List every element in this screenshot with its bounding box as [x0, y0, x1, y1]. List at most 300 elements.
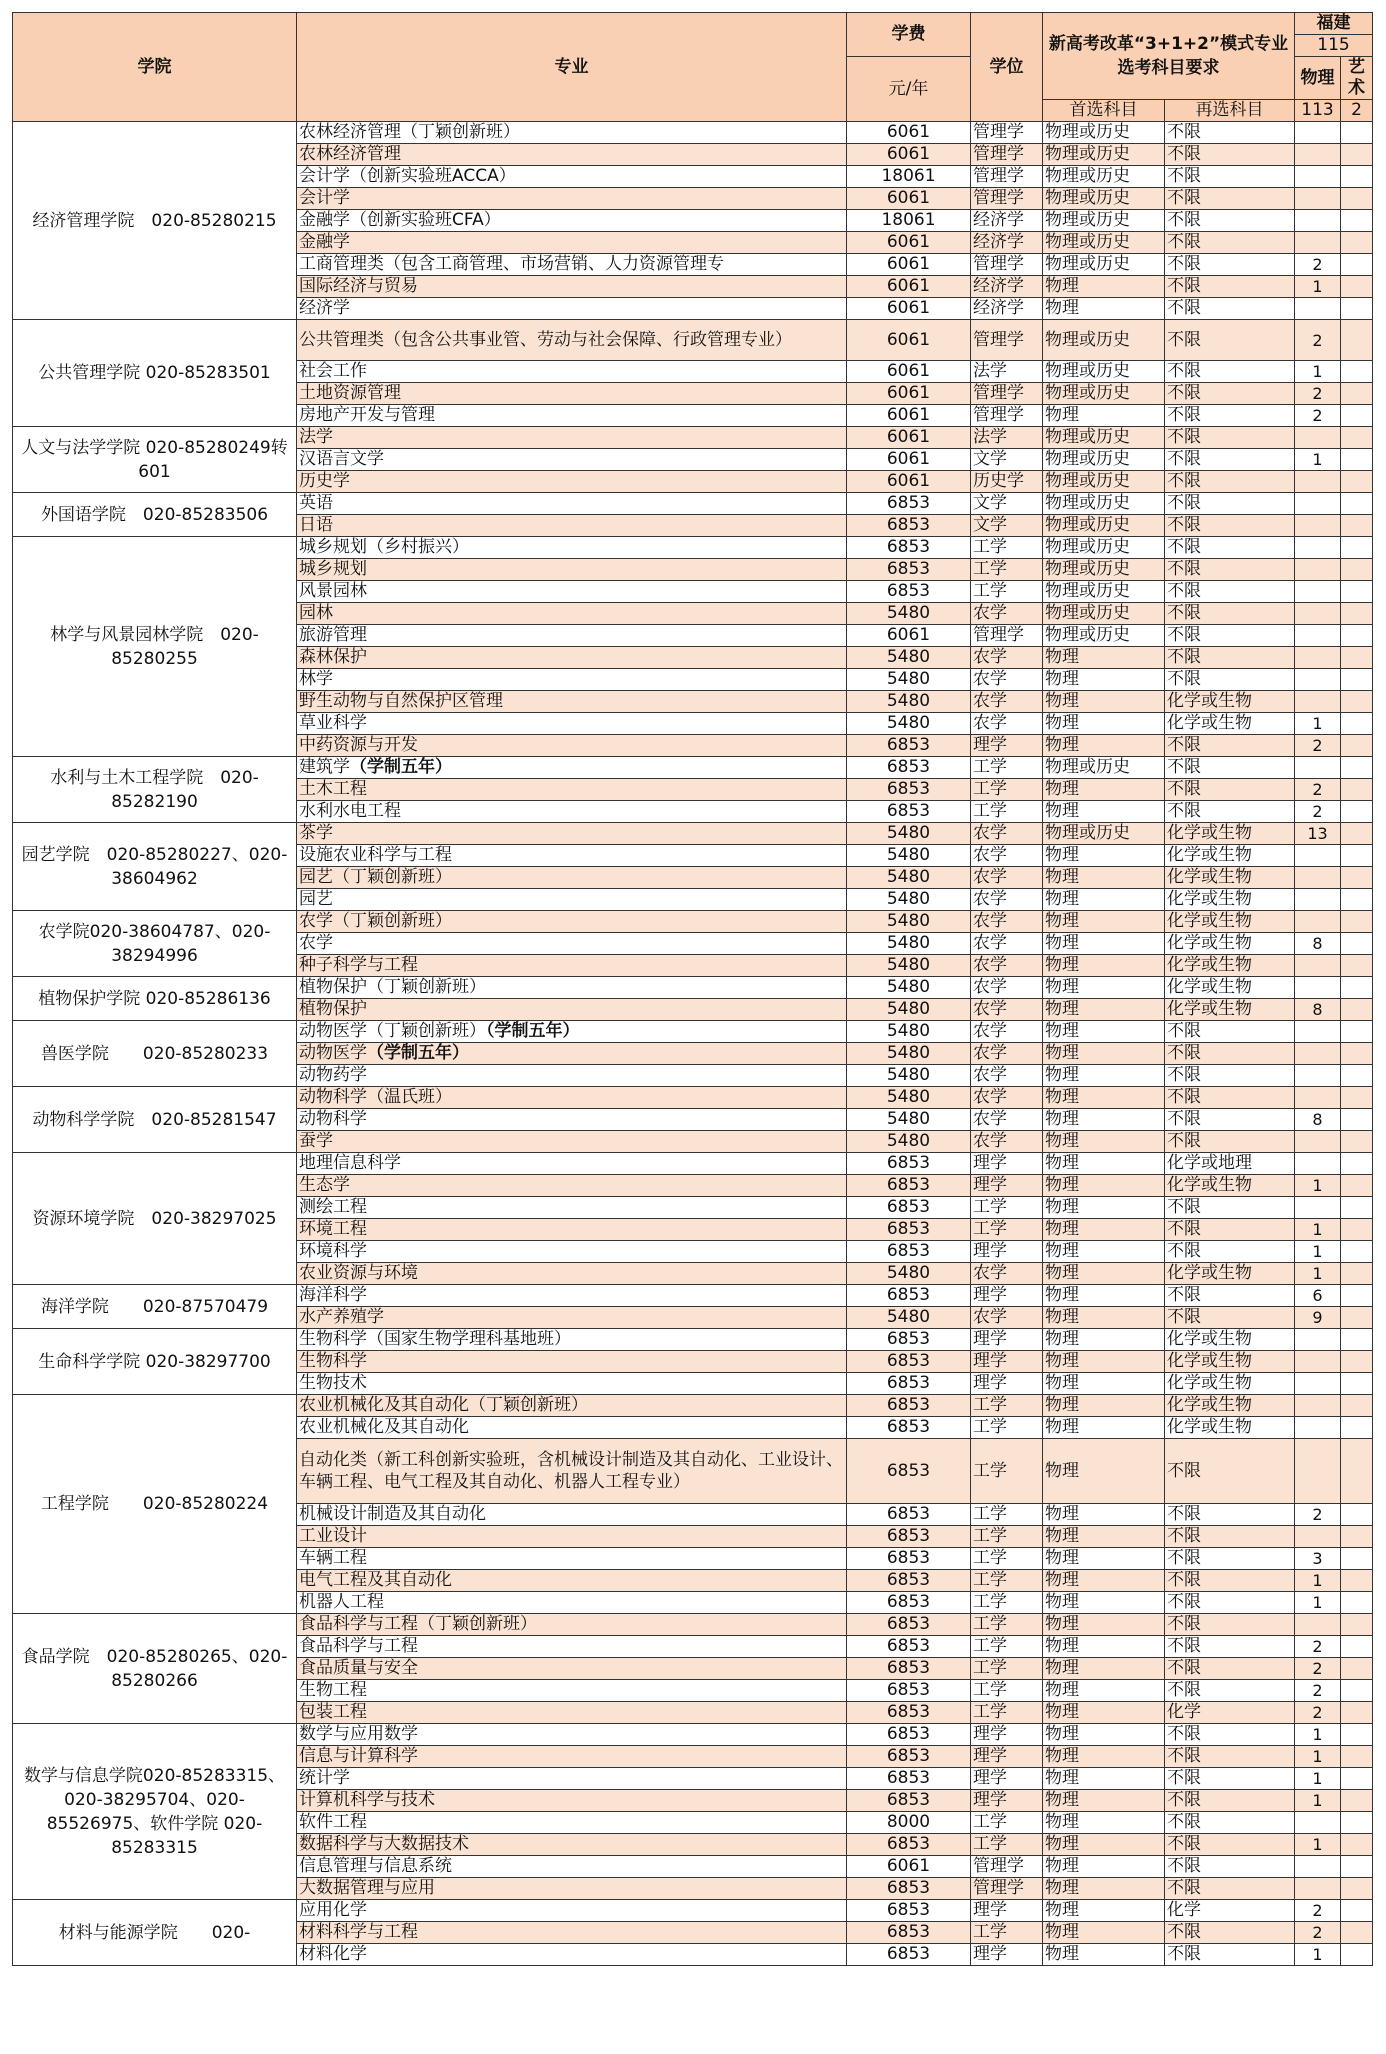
major-cell	[297, 1768, 847, 1790]
major-cell	[297, 144, 847, 166]
second-subject-cell: 不限	[1165, 1768, 1295, 1790]
first-subject-cell: 物理	[1043, 1329, 1165, 1351]
major-name: 工商管理类（包含工商管理、市场营销、人力资源管理专	[299, 254, 724, 274]
fee-cell: 6061	[847, 383, 971, 405]
degree-cell: 工学	[971, 1614, 1043, 1636]
fee-cell: 6853	[847, 1504, 971, 1526]
arts-quota-cell	[1341, 493, 1373, 515]
major-name: 法学	[299, 427, 333, 447]
physics-quota-cell: 2	[1295, 1680, 1341, 1702]
arts-quota-cell	[1341, 1109, 1373, 1131]
arts-quota-cell	[1341, 405, 1373, 427]
arts-quota-cell	[1341, 647, 1373, 669]
first-subject-cell: 物理	[1043, 1526, 1165, 1548]
degree-cell: 工学	[971, 1812, 1043, 1834]
physics-quota-cell	[1295, 691, 1341, 713]
first-subject-cell: 物理	[1043, 1373, 1165, 1395]
degree-cell: 工学	[971, 1197, 1043, 1219]
physics-quota-cell: 1	[1295, 1768, 1341, 1790]
physics-quota-cell: 1	[1295, 1790, 1341, 1812]
arts-quota-cell	[1341, 1812, 1373, 1834]
second-subject-cell: 不限	[1165, 1043, 1295, 1065]
physics-quota-cell: 2	[1295, 1900, 1341, 1922]
fee-cell: 6853	[847, 1944, 971, 1966]
degree-cell: 工学	[971, 1417, 1043, 1439]
physics-quota-cell: 2	[1295, 735, 1341, 757]
physics-quota-cell: 2	[1295, 1922, 1341, 1944]
fee-cell: 6853	[847, 515, 971, 537]
second-subject-cell: 不限	[1165, 801, 1295, 823]
first-subject-cell: 物理或历史	[1043, 581, 1165, 603]
major-cell	[297, 1417, 847, 1439]
fee-cell: 6853	[847, 779, 971, 801]
arts-quota-cell	[1341, 166, 1373, 188]
second-subject-cell: 化学或生物	[1165, 713, 1295, 735]
major-name: 机器人工程	[299, 1592, 384, 1612]
second-subject-cell: 化学或生物	[1165, 911, 1295, 933]
second-subject-cell: 不限	[1165, 779, 1295, 801]
second-subject-cell: 不限	[1165, 1680, 1295, 1702]
second-subject-cell: 化学或生物	[1165, 867, 1295, 889]
degree-cell: 农学	[971, 1043, 1043, 1065]
college-header: 学院	[13, 13, 297, 122]
degree-cell: 理学	[971, 1373, 1043, 1395]
second-subject-cell: 化学或生物	[1165, 691, 1295, 713]
major-name: 包装工程	[299, 1702, 367, 1722]
major-cell	[297, 1395, 847, 1417]
first-subject-cell: 物理	[1043, 955, 1165, 977]
fee-cell: 6061	[847, 1856, 971, 1878]
major-name: 计算机科学与技术	[299, 1790, 435, 1810]
fee-cell: 6853	[847, 1197, 971, 1219]
table-row	[13, 1900, 1373, 1922]
degree-cell: 管理学	[971, 320, 1043, 361]
major-cell	[297, 1263, 847, 1285]
degree-cell: 管理学	[971, 122, 1043, 144]
physics-quota-cell: 1	[1295, 1263, 1341, 1285]
major-name: 园林	[299, 603, 333, 623]
major-cell	[297, 1329, 847, 1351]
major-name: 农学（丁颖创新班）	[299, 911, 452, 931]
first-subject-cell: 物理或历史	[1043, 757, 1165, 779]
major-cell	[297, 955, 847, 977]
degree-cell: 文学	[971, 515, 1043, 537]
first-subject-cell: 物理	[1043, 1285, 1165, 1307]
major-cell	[297, 188, 847, 210]
second-subject-cell: 不限	[1165, 1724, 1295, 1746]
major-name: 水利水电工程	[299, 801, 401, 821]
major-name: 自动化类（新工科创新实验班，含机械设计制造及其自动化、工业设计、车辆工程、电气工程及其自动化、机器人工程专业）	[299, 1450, 843, 1492]
arts-quota-cell	[1341, 1790, 1373, 1812]
fee-cell: 6061	[847, 144, 971, 166]
first-subject-cell: 物理或历史	[1043, 254, 1165, 276]
arts-quota-cell	[1341, 1746, 1373, 1768]
major-cell	[297, 1153, 847, 1175]
second-subject-cell: 化学或生物	[1165, 955, 1295, 977]
major-name: 建筑学	[299, 757, 350, 777]
arts-quota-cell	[1341, 1153, 1373, 1175]
degree-cell: 管理学	[971, 383, 1043, 405]
major-name: 机械设计制造及其自动化	[299, 1504, 486, 1524]
major-name: 环境科学	[299, 1241, 367, 1261]
arts-quota-cell	[1341, 122, 1373, 144]
second-subject-cell: 不限	[1165, 144, 1295, 166]
physics-quota-cell: 8	[1295, 1109, 1341, 1131]
degree-cell: 文学	[971, 493, 1043, 515]
first-subject-header: 首选科目	[1043, 100, 1165, 122]
fee-cell: 6853	[847, 1614, 971, 1636]
arts-quota-cell	[1341, 1373, 1373, 1395]
arts-quota-cell	[1341, 254, 1373, 276]
physics-quota-cell	[1295, 1131, 1341, 1153]
fee-cell: 5480	[847, 647, 971, 669]
first-subject-cell: 物理或历史	[1043, 471, 1165, 493]
second-subject-cell: 不限	[1165, 210, 1295, 232]
fee-cell: 6061	[847, 405, 971, 427]
major-header: 专业	[297, 13, 847, 122]
second-subject-cell: 化学或生物	[1165, 889, 1295, 911]
duration-note: （学制五年）	[486, 1021, 580, 1041]
arts-quota-cell	[1341, 757, 1373, 779]
first-subject-cell: 物理	[1043, 1614, 1165, 1636]
major-cell	[297, 232, 847, 254]
first-subject-cell: 物理	[1043, 1021, 1165, 1043]
physics-quota-cell	[1295, 1065, 1341, 1087]
enrollment-plan-table	[12, 12, 1373, 1966]
first-subject-cell: 物理	[1043, 977, 1165, 999]
second-subject-cell: 不限	[1165, 427, 1295, 449]
physics-quota-cell	[1295, 537, 1341, 559]
major-name: 水产养殖学	[299, 1307, 384, 1327]
arts-quota-cell	[1341, 320, 1373, 361]
fee-cell: 5480	[847, 1307, 971, 1329]
fee-cell: 5480	[847, 1263, 971, 1285]
second-subject-cell: 化学或生物	[1165, 1373, 1295, 1395]
fee-cell: 6061	[847, 320, 971, 361]
major-name: 城乡规划	[299, 559, 367, 579]
degree-cell: 农学	[971, 669, 1043, 691]
degree-cell: 工学	[971, 1680, 1043, 1702]
first-subject-cell: 物理	[1043, 1812, 1165, 1834]
major-name: 车辆工程	[299, 1548, 367, 1568]
second-subject-cell: 不限	[1165, 647, 1295, 669]
degree-cell: 农学	[971, 603, 1043, 625]
first-subject-cell: 物理	[1043, 1087, 1165, 1109]
degree-cell: 理学	[971, 1351, 1043, 1373]
first-subject-cell: 物理或历史	[1043, 449, 1165, 471]
second-subject-cell: 不限	[1165, 669, 1295, 691]
major-name: 应用化学	[299, 1900, 367, 1920]
degree-cell: 管理学	[971, 188, 1043, 210]
degree-cell: 理学	[971, 1900, 1043, 1922]
degree-cell: 理学	[971, 1285, 1043, 1307]
degree-cell: 农学	[971, 1087, 1043, 1109]
second-subject-cell: 不限	[1165, 449, 1295, 471]
arts-quota-cell	[1341, 867, 1373, 889]
major-cell	[297, 603, 847, 625]
arts-quota-cell	[1341, 955, 1373, 977]
major-cell	[297, 1526, 847, 1548]
physics-quota-cell: 1	[1295, 276, 1341, 298]
major-name: 社会工作	[299, 361, 367, 381]
physics-quota-cell: 1	[1295, 449, 1341, 471]
major-cell	[297, 625, 847, 647]
arts-quota-cell	[1341, 1087, 1373, 1109]
major-name: 软件工程	[299, 1812, 367, 1832]
physics-quota-cell	[1295, 1021, 1341, 1043]
second-subject-cell: 不限	[1165, 1658, 1295, 1680]
arts-quota-cell	[1341, 361, 1373, 383]
physics-quota-cell	[1295, 515, 1341, 537]
physics-quota-cell: 1	[1295, 1592, 1341, 1614]
second-subject-cell: 不限	[1165, 581, 1295, 603]
second-subject-cell: 不限	[1165, 515, 1295, 537]
degree-cell: 工学	[971, 801, 1043, 823]
physics-quota-cell	[1295, 625, 1341, 647]
first-subject-cell: 物理	[1043, 1592, 1165, 1614]
second-subject-cell: 化学或生物	[1165, 933, 1295, 955]
degree-cell: 农学	[971, 1065, 1043, 1087]
second-subject-cell: 不限	[1165, 1285, 1295, 1307]
major-name: 动物科学（温氏班）	[299, 1087, 452, 1107]
second-subject-cell: 不限	[1165, 1526, 1295, 1548]
arts-quota-cell	[1341, 1307, 1373, 1329]
first-subject-cell: 物理	[1043, 669, 1165, 691]
major-name: 食品科学与工程（丁颖创新班）	[299, 1614, 537, 1634]
physics-quota-cell	[1295, 1087, 1341, 1109]
first-subject-cell: 物理	[1043, 1944, 1165, 1966]
degree-cell: 工学	[971, 581, 1043, 603]
major-cell	[297, 867, 847, 889]
major-cell	[297, 1746, 847, 1768]
arts-quota-cell	[1341, 1592, 1373, 1614]
arts-quota-cell	[1341, 1944, 1373, 1966]
major-cell	[297, 1373, 847, 1395]
major-name: 数学与应用数学	[299, 1724, 418, 1744]
major-name: 生物技术	[299, 1373, 367, 1393]
degree-cell: 工学	[971, 1219, 1043, 1241]
major-cell	[297, 1680, 847, 1702]
major-cell	[297, 1219, 847, 1241]
fee-cell: 6853	[847, 757, 971, 779]
arts-quota-cell	[1341, 537, 1373, 559]
major-name: 动物科学	[299, 1109, 367, 1129]
degree-cell: 理学	[971, 1768, 1043, 1790]
arts-quota-cell	[1341, 1395, 1373, 1417]
fee-cell: 6061	[847, 361, 971, 383]
degree-cell: 理学	[971, 1746, 1043, 1768]
degree-cell: 法学	[971, 427, 1043, 449]
arts-quota-cell	[1341, 1175, 1373, 1197]
major-name: 会计学	[299, 188, 350, 208]
college-cell: 工程学院 020-85280224	[13, 1395, 297, 1614]
major-cell	[297, 1944, 847, 1966]
degree-cell: 农学	[971, 647, 1043, 669]
major-name: 食品科学与工程	[299, 1636, 418, 1656]
physics-quota-cell	[1295, 1043, 1341, 1065]
first-subject-cell: 物理	[1043, 1724, 1165, 1746]
college-cell: 数学与信息学院020-85283315、020-38295704、020-85526975、软件学院 020-85283315	[13, 1724, 297, 1900]
major-name: 农学	[299, 933, 333, 953]
degree-cell: 理学	[971, 1944, 1043, 1966]
second-subject-cell: 化学	[1165, 1900, 1295, 1922]
physics-quota-cell: 1	[1295, 713, 1341, 735]
table-row	[13, 1087, 1373, 1109]
fee-cell: 6853	[847, 1570, 971, 1592]
table-row	[13, 1724, 1373, 1746]
first-subject-cell: 物理或历史	[1043, 320, 1165, 361]
major-cell	[297, 1175, 847, 1197]
major-cell	[297, 1065, 847, 1087]
first-subject-cell: 物理	[1043, 1658, 1165, 1680]
fee-cell: 6853	[847, 1724, 971, 1746]
fee-cell: 18061	[847, 210, 971, 232]
physics-quota-cell	[1295, 1614, 1341, 1636]
degree-cell: 工学	[971, 1834, 1043, 1856]
degree-cell: 工学	[971, 1395, 1043, 1417]
degree-cell: 理学	[971, 1153, 1043, 1175]
major-cell	[297, 1307, 847, 1329]
degree-cell: 工学	[971, 1570, 1043, 1592]
degree-cell: 农学	[971, 955, 1043, 977]
major-name: 国际经济与贸易	[299, 276, 418, 296]
arts-quota-cell	[1341, 977, 1373, 999]
physics-quota-cell	[1295, 581, 1341, 603]
first-subject-cell: 物理	[1043, 1351, 1165, 1373]
arts-quota-cell	[1341, 188, 1373, 210]
second-subject-cell: 不限	[1165, 254, 1295, 276]
first-subject-cell: 物理或历史	[1043, 603, 1165, 625]
fee-cell: 5480	[847, 845, 971, 867]
fee-cell: 6061	[847, 276, 971, 298]
major-cell	[297, 713, 847, 735]
major-name: 园艺	[299, 889, 333, 909]
major-cell	[297, 823, 847, 845]
first-subject-cell: 物理	[1043, 1395, 1165, 1417]
second-subject-cell: 化学或生物	[1165, 823, 1295, 845]
first-subject-cell: 物理	[1043, 276, 1165, 298]
major-name: 数据科学与大数据技术	[299, 1834, 469, 1854]
college-cell: 公共管理学院 020-85283501	[13, 320, 297, 427]
second-subject-cell: 不限	[1165, 166, 1295, 188]
major-cell	[297, 1439, 847, 1504]
major-cell	[297, 1834, 847, 1856]
major-name: 城乡规划（乡村振兴）	[299, 537, 469, 557]
major-cell	[297, 1922, 847, 1944]
first-subject-cell: 物理	[1043, 1219, 1165, 1241]
second-subject-cell: 不限	[1165, 1307, 1295, 1329]
major-cell	[297, 691, 847, 713]
college-cell: 海洋学院 020-87570479	[13, 1285, 297, 1329]
degree-cell: 农学	[971, 823, 1043, 845]
arts-quota-cell	[1341, 515, 1373, 537]
degree-cell: 法学	[971, 361, 1043, 383]
arts-quota-cell	[1341, 210, 1373, 232]
degree-cell: 农学	[971, 867, 1043, 889]
fee-cell: 8000	[847, 1812, 971, 1834]
college-cell: 兽医学院 020-85280233	[13, 1021, 297, 1087]
arts-quota-cell	[1341, 383, 1373, 405]
degree-cell: 管理学	[971, 254, 1043, 276]
second-subject-cell: 不限	[1165, 603, 1295, 625]
arts-quota-cell	[1341, 823, 1373, 845]
degree-cell: 经济学	[971, 210, 1043, 232]
degree-cell: 管理学	[971, 1878, 1043, 1900]
fee-cell: 6853	[847, 1592, 971, 1614]
major-cell	[297, 581, 847, 603]
major-cell	[297, 1504, 847, 1526]
second-subject-cell: 化学或生物	[1165, 1417, 1295, 1439]
major-name: 测绘工程	[299, 1197, 367, 1217]
major-name: 英语	[299, 493, 333, 513]
college-cell: 资源环境学院 020-38297025	[13, 1153, 297, 1285]
major-name: 林学	[299, 669, 333, 689]
fee-cell: 6853	[847, 1768, 971, 1790]
major-name: 大数据管理与应用	[299, 1878, 435, 1898]
major-cell	[297, 405, 847, 427]
degree-cell: 农学	[971, 911, 1043, 933]
physics-quota-cell	[1295, 427, 1341, 449]
second-subject-cell: 化学或生物	[1165, 1329, 1295, 1351]
major-name: 会计学（创新实验班ACCA）	[299, 166, 516, 186]
physics-quota-cell: 2	[1295, 779, 1341, 801]
degree-cell: 农学	[971, 977, 1043, 999]
degree-cell: 工学	[971, 1636, 1043, 1658]
arts-quota-cell	[1341, 232, 1373, 254]
fee-cell: 6853	[847, 1417, 971, 1439]
fee-cell: 5480	[847, 691, 971, 713]
arts-quota-cell	[1341, 999, 1373, 1021]
major-name: 旅游管理	[299, 625, 367, 645]
major-name: 农林经济管理	[299, 144, 401, 164]
major-cell	[297, 361, 847, 383]
fee-cell: 6853	[847, 1878, 971, 1900]
degree-cell: 工学	[971, 1592, 1043, 1614]
fee-cell: 6853	[847, 1373, 971, 1395]
first-subject-cell: 物理	[1043, 1197, 1165, 1219]
fee-cell: 18061	[847, 166, 971, 188]
second-subject-cell: 化学或生物	[1165, 845, 1295, 867]
major-cell	[297, 1351, 847, 1373]
major-name: 农业机械化及其自动化（丁颖创新班）	[299, 1395, 588, 1415]
fee-cell: 6853	[847, 559, 971, 581]
fee-cell: 5480	[847, 1043, 971, 1065]
first-subject-cell: 物理	[1043, 1417, 1165, 1439]
fee-cell: 6853	[847, 1658, 971, 1680]
fee-cell: 6853	[847, 1175, 971, 1197]
first-subject-cell: 物理	[1043, 1307, 1165, 1329]
physics-quota-cell	[1295, 471, 1341, 493]
fee-cell: 6853	[847, 1790, 971, 1812]
college-cell: 人文与法学学院 020-85280249转601	[13, 427, 297, 493]
major-cell	[297, 320, 847, 361]
fee-cell: 6853	[847, 1680, 971, 1702]
arts-quota-cell	[1341, 933, 1373, 955]
arts-total: 2	[1341, 100, 1373, 122]
physics-quota-cell	[1295, 1395, 1341, 1417]
table-row	[13, 757, 1373, 779]
fee-cell: 6061	[847, 625, 971, 647]
degree-cell: 经济学	[971, 298, 1043, 320]
arts-quota-cell	[1341, 779, 1373, 801]
second-subject-cell: 不限	[1165, 405, 1295, 427]
major-cell	[297, 1856, 847, 1878]
arts-quota-cell	[1341, 1219, 1373, 1241]
physics-quota-cell	[1295, 603, 1341, 625]
arts-quota-cell	[1341, 691, 1373, 713]
fee-cell: 6853	[847, 1900, 971, 1922]
arts-quota-cell	[1341, 1922, 1373, 1944]
